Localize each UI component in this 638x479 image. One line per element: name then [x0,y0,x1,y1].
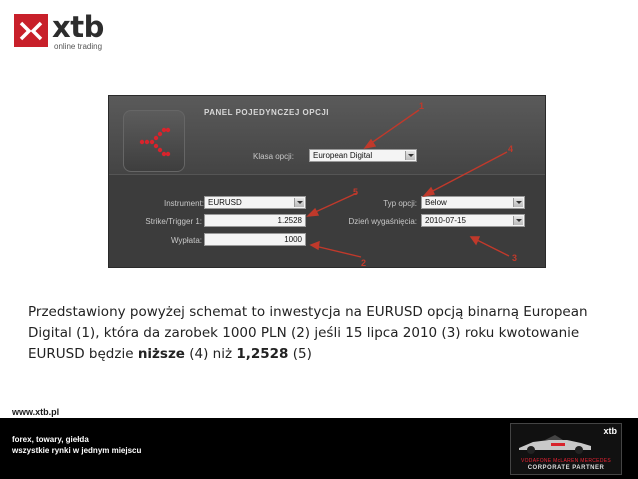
expiry-value: 2010-07-15 [425,216,466,225]
annotation-4: 4 [508,144,514,154]
description-bold-1: niższe [137,346,185,362]
instrument-label: Instrument: [164,199,205,208]
description-part-1: Przedstawiony powyżej schemat to inwestycja na EURUSD opcją binarną European Digital (1), która da zarobek 1000 PLN (2) jeśli 15 lipca 2010 (3) roku kwotowanie EURUSD będzie [28,304,588,362]
footer-bar [0,418,638,479]
partner-xtb-logo: xtb [603,426,617,436]
website-link[interactable]: www.xtb.pl [12,407,60,417]
description-text [28,302,608,365]
annotation-2: 2 [361,258,367,268]
expiry-label: Dzień wygaśnięcia: [348,217,417,226]
annotation-1: 1 [419,101,425,111]
logo-wordmark: xtb [52,10,104,44]
option-type-value: Below [425,198,447,207]
partner-team-name: VODAFONE McLAREN MERCEDES [520,458,611,464]
logo-x-icon [19,19,43,43]
instrument-value: EURUSD [208,198,242,207]
option-class-value: European Digital [313,151,373,160]
annotation-arrows [109,96,547,269]
description-bold-2: 1,2528 [236,346,289,362]
footer-tagline-1: forex, towary, giełda [12,435,89,444]
partner-badge [510,423,622,475]
option-class-label: Klasa opcji: [253,152,294,161]
single-option-panel [108,95,546,268]
annotation-3: 3 [512,253,518,263]
panel-title: PANEL POJEDYNCZEJ OPCJI [204,108,330,117]
description-part-3: (5) [288,346,312,362]
logo-mark [14,14,48,47]
annotation-5: 5 [353,187,359,197]
payout-input[interactable]: 1000 [204,233,306,246]
xtb-logo [14,12,104,50]
option-type-label: Typ opcji: [383,199,417,208]
strike-label: Strike/Trigger 1: [145,217,202,226]
strike-input[interactable]: 1.2528 [204,214,306,227]
description-part-2: (4) niż [184,346,237,362]
race-car-icon [515,428,595,456]
partner-title: CORPORATE PARTNER [527,465,605,471]
payout-label: Wypłata: [170,236,202,245]
logo-tagline: online trading [54,42,103,51]
footer-tagline-2: wszystkie rynki w jednym miejscu [12,446,142,455]
